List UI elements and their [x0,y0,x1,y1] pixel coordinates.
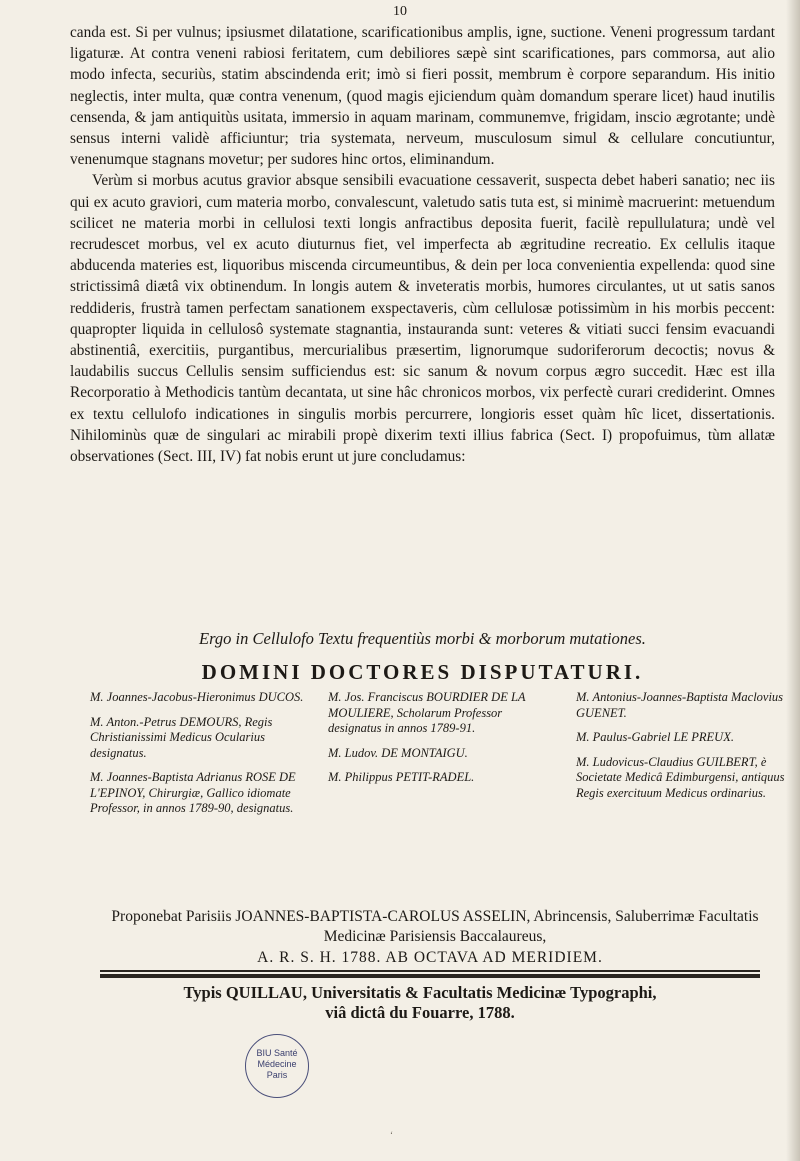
committee-member: M. Joannes-Jacobus-Hieronimus DUCOS. [90,690,304,704]
committee-column [328,690,553,795]
committee-member: M. Ludov. DE MONTAIGU. [328,745,468,760]
imprint-line: viâ dictâ du Fouarre, 1788. [325,1003,515,1022]
committee-member: M. Philippus PETIT-RADEL. [328,770,475,784]
committee-list [90,690,790,910]
printer-imprint [110,983,730,1023]
committee-column [90,690,315,826]
imprint-line: Typis QUILLAU, Universitatis & Facultatis Medicinæ Typographi, [183,983,657,1002]
committee-member: M. Paulus-Gabriel LE PREUX. [576,730,734,744]
body-text [70,22,775,467]
library-stamp [245,1034,309,1098]
page-mark: ‘ [390,1130,393,1140]
committee-member: M. Joannes-Baptista Adrianus ROSE DE L'EPINOY, Chirurgiæ, Gallico idiomate Professor, in annos 1789-90, designatus. [90,770,296,815]
thesis-statement: Ergo in Cellulofo Textu frequentiùs morbi & morborum mutationes. [199,629,646,648]
committee-member: M. Antonius-Joannes-Baptista Maclovius GUENET. [576,690,784,720]
disputation-heading: DOMINI DOCTORES DISPUTATURI. [201,660,644,684]
divider [100,974,760,978]
stamp-line: BIU Santé [256,1048,298,1058]
stamp-line: Médecine [257,1059,297,1069]
committee-member: M. Jos. Franciscus BOURDIER DE LA MOULIERE, Scholarum Professor designatus in annos 1789-91. [328,690,526,735]
stamp-line: Paris [266,1070,288,1080]
committee-member: M. Anton.-Petrus DEMOURS, Regis Christianissimi Medicus Ocularius designatus. [90,714,273,760]
date-line: A. R. S. H. 1788. AB OCTAVA AD MERIDIEM. [257,949,603,966]
page-edge-shadow [786,0,800,1161]
respondent-line: Proponebat Parisiis JOANNES-BAPTISTA-CAROLUS ASSELIN, Abrincensis, Saluberrimæ Facultatis Medicinæ Parisiensis Baccalaureus, [111,908,759,945]
committee-member: M. Ludovicus-Claudius GUILBERT, è Societate Medicâ Edimburgensi, antiquus Regis exercituum Medicus ordinarius. [576,754,785,800]
page-number: 10 [393,4,407,19]
committee-column [576,690,791,810]
paragraph: Verùm si morbus acutus gravior absque sensibili evacuatione cessaverit, suspecta debet haberi sanatio; nec iis qui ex acuto graviori, cum materia morbo, convalescunt, valetudo satis tuta est, si minimè macruerint: metuendum scilicet ne materia morbi in cellulosi texti longis anfractibus deposita fuerit, facilè repullulatura; undè vel recrudescet morbus, vel ex acuto diuturnus fiet, vel imperfecta ab ægritudine recreatio. Ex cellulis itaque abducenda materies est, liquoribus miscenda circumeuntibus, & dein per loca convenientia expellenda: quod sine strictissimâ diætâ vix obtinendum. In longis autem & inveteratis morbis, humores circulantes, ut ut satis sanos reddideris, frustrà tamen perfectam sanationem exspectaveris, cùm cellulosæ potissimùm in his morbis peccent: quapropter liquida in cellulosô systemate stagnantia, instauranda sunt: veteres & vitiati succi fensim evacuandi abstinentiâ, exercitiis, purgantibus, mercurialibus præsertim, lignorumque sudoriferorum decoctis; novus & laudabilis succus Cellulis sensim sufficiendus est: sic sanum & novum corpus ægro succedit. Hæc est illa Recorporatio à Methodicis tantùm decantata, ut sine hâc chronicos morbos, vix perfectè curari crediderint. Omnes ex textu cellulofo indicationes in singulis morbis percurrere, longioris esset quàm hîc licet, dissertationis. Nihilominùs quæ de singulari ac mirabili propè dixerim texti illius fabrica (Sect. I) propofuimus, tùm allatæ observationes (Sect. III, IV) fat nobis erunt ut jure concludamus: [70,172,775,466]
paragraph: canda est. Si per vulnus; ipsiusmet dilatatione, scarificationibus amplis, igne, suctione. Veneni progressum tardant ligaturæ. At contra veneni rabiosi feritatem, cum debiliores sæpè sint scarificationes, pars commorsa, aut alio modo infecta, securiùs, statim abscindenda erit; imò si fieri possit, membrum è corpore separandum. His initio neglectis, inter multa, quæ contra venenum, (quod magis ejiciendum quàm domandum sperare licet) haud inutilis censenda, & jam antiquitùs usitata, immersio in aquam marinam, communemve, frigidam, inscio ægrotante; undè sensus interni validè afficiuntur; tria systemata, nerveum, musculosum simul & cellulare concutiuntur, venenumque stagnans movetur; per sudores hinc ortos, eliminandum. [70,24,775,169]
divider [100,970,760,972]
